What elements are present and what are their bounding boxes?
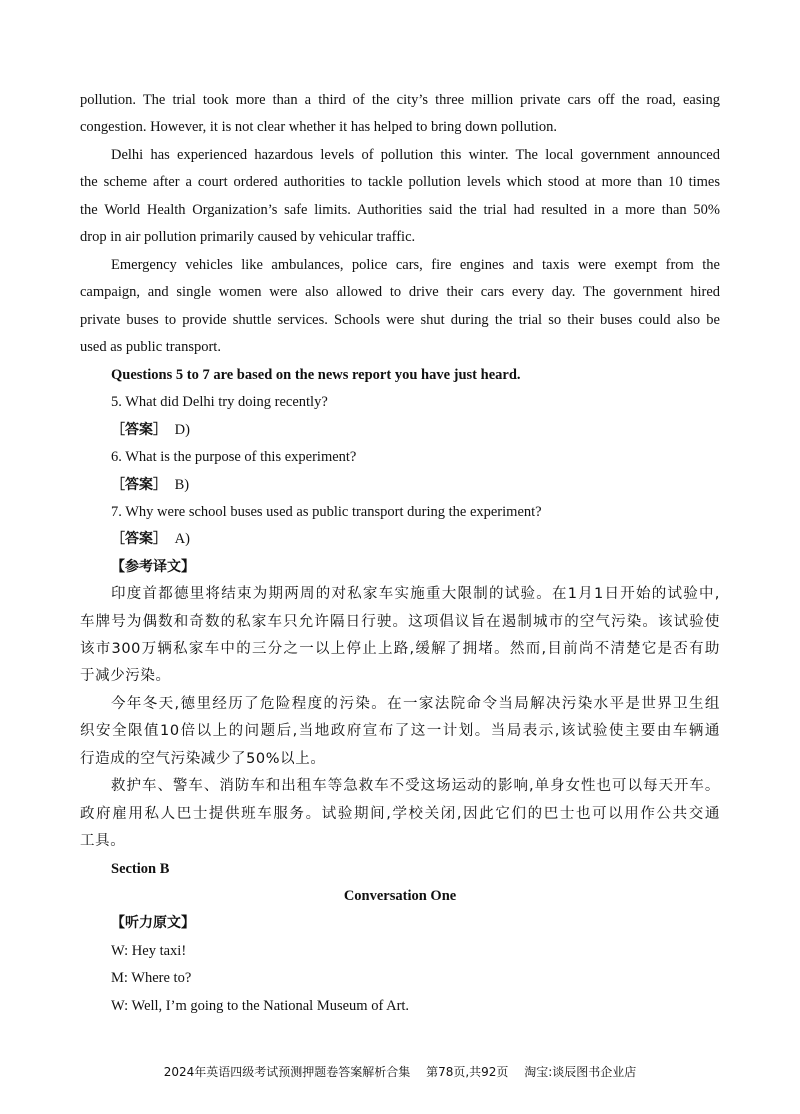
footer-title: 2024年英语四级考试预测押题卷答案解析合集 (163, 1065, 411, 1079)
paragraph-line: campaign, and single women were also allowed to drive their cars every day. The government hired (80, 284, 720, 300)
paragraph-line: Emergency vehicles like ambulances, police cars, fire engines and taxis were exempt from the (111, 257, 720, 273)
paragraph-line: private buses to provide shuttle services. Schools were shut during the trial so their buses could also be (80, 312, 720, 328)
translation-line: 工具。 (80, 833, 126, 849)
paragraph-line: pollution. The trial took more than a third of the city’s three million private cars off the road, easing (80, 92, 720, 108)
translation-line: 织安全限值10倍以上的问题后,当地政府宣布了这一计划。当局表示,该试验使主要由车辆通 (80, 723, 720, 739)
answer-value: A) (174, 531, 190, 547)
translation-line: 行造成的空气污染减少了50%以上。 (80, 751, 326, 767)
translation-line: 印度首都德里将结束为期两周的对私家车实施重大限制的试验。在1月1日开始的试验中, (111, 586, 720, 602)
translation-label: 【参考译文】 (111, 559, 195, 575)
original-text-label: 【听力原文】 (111, 915, 195, 931)
page-footer (0, 1063, 800, 1080)
answer-label: ［答案］ (111, 477, 167, 493)
paragraph-line: used as public transport. (80, 339, 221, 355)
translation-line: 救护车、警车、消防车和出租车等急救车不受这场运动的影响,单身女性也可以每天开车。 (111, 778, 720, 794)
dialogue-line: W: Well, I’m going to the National Museum of Art. (111, 998, 410, 1014)
answer-label: ［答案］ (111, 531, 167, 547)
paragraph-line: drop in air pollution primarily caused by vehicular traffic. (80, 229, 416, 245)
translation-line: 今年冬天,德里经历了危险程度的污染。在一家法院命令当局解决污染水平是世界卫生组 (111, 696, 720, 712)
paragraph-line: the scheme after a court ordered authorities to tackle pollution levels which stood at more than 10 times (80, 174, 720, 190)
translation-line: 于减少污染。 (80, 668, 171, 684)
paragraph-line: Delhi has experienced hazardous levels of pollution this winter. The local government announced (111, 147, 720, 163)
questions-heading: Questions 5 to 7 are based on the news report you have just heard. (111, 367, 521, 383)
question-5: 5. What did Delhi try doing recently? (111, 394, 328, 410)
translation-line: 政府雇用私人巴士提供班车服务。试验期间,学校关闭,因此它们的巴士也可以用作公共交通 (80, 806, 720, 822)
dialogue-line: M: Where to? (111, 970, 192, 986)
question-7: 7. Why were school buses used as public transport during the experiment? (111, 504, 542, 520)
footer-page-number: 第78页,共92页 (426, 1065, 509, 1079)
answer-5 (111, 420, 720, 440)
translation-line: 车牌号为偶数和奇数的私家车只允许隔日行驶。这项倡议旨在遏制城市的空气污染。该试验使 (80, 614, 720, 630)
answer-value: B) (174, 477, 190, 493)
paragraph-line: congestion. However, it is not clear whether it has helped to bring down pollution. (80, 119, 558, 135)
conversation-title: Conversation One (343, 888, 457, 904)
answer-label: ［答案］ (111, 422, 167, 438)
answer-7 (111, 529, 720, 549)
answer-value: D) (174, 422, 190, 438)
dialogue-line: W: Hey taxi! (111, 943, 187, 959)
question-6: 6. What is the purpose of this experiment? (111, 449, 357, 465)
answer-6 (111, 475, 720, 495)
paragraph-line: the World Health Organization’s safe limits. Authorities said the trial had resulted in a more than 50% (80, 202, 720, 218)
section-heading: Section B (111, 861, 170, 877)
translation-line: 该市300万辆私家车中的三分之一以上停止上路,缓解了拥堵。然而,目前尚不清楚它是否有助 (80, 641, 720, 657)
footer-shop: 淘宝:谈辰图书企业店 (524, 1065, 637, 1079)
